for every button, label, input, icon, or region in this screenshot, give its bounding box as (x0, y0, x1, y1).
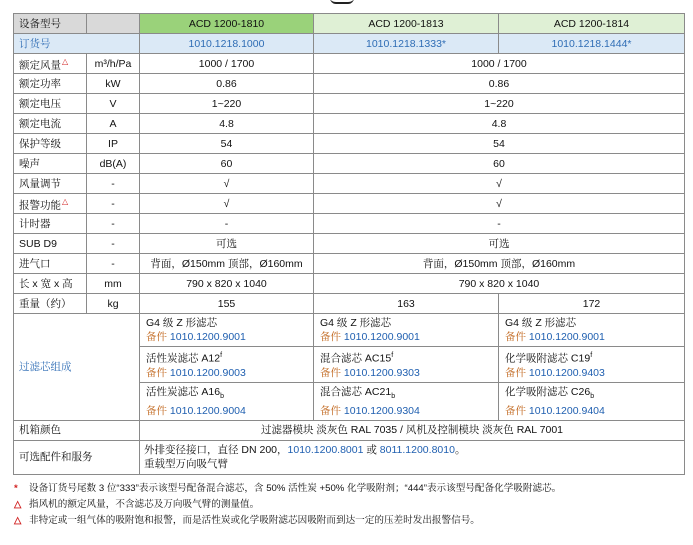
spec-unit: V (87, 94, 140, 114)
spec-label: 额定电流 (14, 114, 87, 134)
filter-cell: 混合滤芯 AC15$^f$ 备件 1010.1200.9303 (314, 347, 499, 383)
header-label: 设备型号 (14, 14, 87, 34)
spec-row (14, 54, 685, 74)
spec-value-1813-1814: - (314, 214, 685, 234)
accessories-label: 可选配件和服务 (14, 440, 140, 474)
order-1810: 1010.1218.1000 (140, 34, 314, 54)
spec-row (14, 74, 685, 94)
spec-value-1813-1814: 背面，Ø150mm 顶部，Ø160mm (314, 254, 685, 274)
spec-value-1810: 0.86 (140, 74, 314, 94)
spec-value-1813-1814: 0.86 (314, 74, 685, 94)
filter-cell: 活性炭滤芯 $A16_b$ 备件 1010.1200.9004 (140, 382, 314, 420)
housing-row (14, 420, 685, 440)
spec-row (14, 214, 685, 234)
spec-label: 额定功率 (14, 74, 87, 94)
spec-row (14, 254, 685, 274)
spec-unit: - (87, 234, 140, 254)
asterisk-mark: * (14, 483, 18, 494)
accessories-row (14, 440, 685, 474)
model-1813: ACD 1200-1813 (314, 14, 499, 34)
weight-1813: 163 (314, 294, 499, 314)
spec-row (14, 274, 685, 294)
spec-value-1813-1814: 790 x 820 x 1040 (314, 274, 685, 294)
spec-label: 计时器 (14, 214, 87, 234)
header-unit-blank (87, 14, 140, 34)
spec-value-1813-1814: 可选 (314, 234, 685, 254)
spec-value-1810: 790 x 820 x 1040 (140, 274, 314, 294)
spec-row (14, 234, 685, 254)
filter-cell: 化学吸附滤芯 C19$^f$ 备件 1010.1200.9403 (499, 347, 685, 383)
spec-value-1813-1814: 60 (314, 154, 685, 174)
weight-row (14, 294, 685, 314)
order-label: 订货号 (14, 34, 140, 54)
filter-cell: G4 级 Z 形滤芯 备件 1010.1200.9001 (314, 314, 499, 347)
spec-value-1813-1814: 1000 / 1700 (314, 54, 685, 74)
spec-unit: - (87, 254, 140, 274)
housing-label: 机箱颜色 (14, 420, 140, 440)
spec-value-1810: 54 (140, 134, 314, 154)
spec-unit: - (87, 174, 140, 194)
part-number: 1010.1200.9004 (169, 404, 246, 417)
spec-unit: A (87, 114, 140, 134)
spec-value-1813-1814: √ (314, 174, 685, 194)
weight-1814: 172 (499, 294, 685, 314)
weight-label: 重量（约） (14, 294, 87, 314)
part-number: 1010.1200.8001 (287, 444, 364, 457)
order-1813: 1010.1218.1333* (314, 34, 499, 54)
spec-label: 保护等级 (14, 134, 87, 154)
top-decoration (330, 0, 354, 4)
spec-label: 长 x 宽 x 高 (14, 274, 87, 294)
spec-value-1810: 可选 (140, 234, 314, 254)
warning-triangle-icon: △ (62, 196, 69, 206)
order-row (14, 34, 685, 54)
weight-unit: kg (87, 294, 140, 314)
spec-value-1810: 背面，Ø150mm 顶部，Ø160mm (140, 254, 314, 274)
part-number: 1010.1200.9001 (343, 331, 420, 343)
spec-label: 额定风量△ (14, 54, 87, 74)
footnote: * 设备订货号尾数 3 位“333”表示该型号配备混合滤芯，含 50% 活性炭 +50% 化学吸附剂；“444”表示该型号配备化学吸附滤芯。 (14, 481, 684, 497)
spec-label: 进气口 (14, 254, 87, 274)
spec-value-1810: 4.8 (140, 114, 314, 134)
part-number: 1010.1200.9001 (169, 331, 246, 343)
spec-table (13, 13, 685, 475)
spec-value-1810: 1~220 (140, 94, 314, 114)
warning-triangle-icon: △ (14, 515, 22, 526)
spec-value-1813-1814: √ (314, 194, 685, 214)
spec-value-1810: 1000 / 1700 (140, 54, 314, 74)
spec-label: 噪声 (14, 154, 87, 174)
spec-row (14, 94, 685, 114)
spec-value-1813-1814: 54 (314, 134, 685, 154)
spec-value-1810: √ (140, 194, 314, 214)
spec-row (14, 174, 685, 194)
filter-cell: G4 级 Z 形滤芯 备件 1010.1200.9001 (140, 314, 314, 347)
part-number: 1010.1200.9403 (528, 366, 605, 379)
housing-value: 过滤器模块 淡灰色 RAL 7035 / 风机及控制模块 淡灰色 RAL 7001 (140, 420, 685, 440)
spec-unit: - (87, 194, 140, 214)
footnotes (14, 481, 684, 529)
header-row (14, 14, 685, 34)
warning-triangle-icon: △ (62, 56, 69, 66)
weight-1810: 155 (140, 294, 314, 314)
spec-value-1810: 60 (140, 154, 314, 174)
spec-value-1813-1814: 1~220 (314, 94, 685, 114)
spec-row (14, 154, 685, 174)
filter-cell: G4 级 Z 形滤芯 备件 1010.1200.9001 (499, 314, 685, 347)
warning-triangle-icon: △ (14, 499, 22, 510)
order-1814: 1010.1218.1444* (499, 34, 685, 54)
filter-cell: 混合滤芯 $AC21_b$ 备件 1010.1200.9304 (314, 382, 499, 420)
spec-unit: IP (87, 134, 140, 154)
model-1810: ACD 1200-1810 (140, 14, 314, 34)
model-1814: ACD 1200-1814 (499, 14, 685, 34)
footnote: △ 非特定或一组气体的吸附饱和报警，而是活性炭或化学吸附滤芯因吸附而到达一定的压差时发出报警信号。 (14, 513, 684, 529)
spec-unit: - (87, 214, 140, 234)
accessories-value: 外排变径接口，直径 DN 200，1010.1200.8001 或 8011.1200.8010。 重载型万向吸气臂 (140, 440, 685, 474)
spec-value-1810: - (140, 214, 314, 234)
filter-cell: 活性炭滤芯 A12$^f$ 备件 1010.1200.9003 (140, 347, 314, 383)
part-number: 1010.1200.9303 (343, 366, 420, 379)
filter-label: 过滤芯组成 (14, 314, 140, 421)
spec-value-1813-1814: 4.8 (314, 114, 685, 134)
filter-row (14, 314, 685, 347)
part-number: 1010.1200.9001 (528, 331, 605, 343)
spec-unit: mm (87, 274, 140, 294)
spec-unit: m³/h/Pa (87, 54, 140, 74)
spec-unit: kW (87, 74, 140, 94)
part-number: 8011.1200.8010 (379, 444, 455, 457)
part-number: 1010.1200.9404 (528, 404, 605, 417)
spec-row (14, 134, 685, 154)
spec-value-1810: √ (140, 174, 314, 194)
spec-label: 额定电压 (14, 94, 87, 114)
spec-row (14, 194, 685, 214)
spec-label: 报警功能△ (14, 194, 87, 214)
spec-label: 风量调节 (14, 174, 87, 194)
part-number: 1010.1200.9304 (343, 404, 420, 417)
footnote: △ 指风机的额定风量，不含滤芯及万向吸气臂的测量值。 (14, 497, 684, 513)
filter-cell: 化学吸附滤芯 $C26_b$ 备件 1010.1200.9404 (499, 382, 685, 420)
spec-row (14, 114, 685, 134)
spec-label: SUB D9 (14, 234, 87, 254)
part-number: 1010.1200.9003 (169, 366, 246, 379)
spec-unit: dB(A) (87, 154, 140, 174)
